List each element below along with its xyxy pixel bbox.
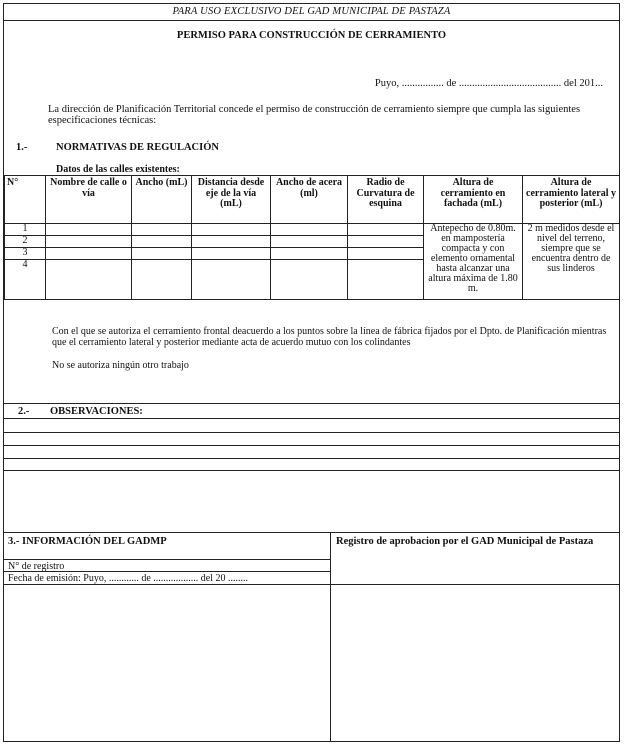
corner-radius-cell[interactable] bbox=[348, 236, 424, 248]
col-header-number: N° bbox=[5, 176, 46, 224]
section1-title: NORMATIVAS DE REGULACIÓN bbox=[56, 142, 219, 153]
col-header-corner-radius: Radio de Curvatura de esquina bbox=[348, 176, 424, 224]
section2-number: 2.- bbox=[18, 406, 30, 417]
issue-date-label: Fecha de emisión: Puyo, ............ de .................. del 20 ........ bbox=[8, 573, 248, 584]
facade-spec-cell: Antepecho de 0.80m. en mampostería compacta y con elemento ornamental hasta alcanzar una altura máxima de 1.80 m. bbox=[424, 224, 523, 300]
observation-line[interactable] bbox=[4, 418, 619, 419]
street-name-cell[interactable] bbox=[46, 236, 132, 248]
street-name-cell[interactable] bbox=[46, 224, 132, 236]
width-cell[interactable] bbox=[132, 248, 192, 260]
table-header-row bbox=[5, 176, 620, 224]
approval-registry-title: Registro de aprobacion por el GAD Municipal de Pastaza bbox=[336, 536, 594, 547]
approval-stamp-area[interactable] bbox=[331, 585, 619, 740]
permit-form bbox=[3, 3, 620, 742]
authorization-note: Con el que se autoriza el cerramiento frontal deacuerdo a los puntos sobre la línea de fábrica fijados por el Dpto. de Planificación mientras que el cerramiento lateral y posterior mediante acta de acuerdo mutuo con los colindantes bbox=[52, 326, 607, 348]
no-other-work-note: No se autoriza ningún otro trabajo bbox=[52, 360, 189, 371]
corner-radius-cell[interactable] bbox=[348, 248, 424, 260]
street-data-table bbox=[4, 175, 620, 300]
registry-top-line bbox=[4, 559, 330, 560]
observation-line[interactable] bbox=[4, 470, 619, 471]
col-header-width: Ancho (mL) bbox=[132, 176, 192, 224]
streets-subtitle: Datos de las calles existentes: bbox=[56, 164, 180, 175]
row-number: 1 bbox=[5, 224, 46, 236]
intro-paragraph: La dirección de Planificación Territorial concede el permiso de construcción de cerramiento siempre que cumpla las siguientes especificaciones técnicas: bbox=[48, 104, 581, 126]
col-header-sidewalk-width: Ancho de acera (ml) bbox=[271, 176, 348, 224]
observation-line[interactable] bbox=[4, 432, 619, 433]
section3-top-border bbox=[4, 532, 619, 533]
street-name-cell[interactable] bbox=[46, 260, 132, 300]
section1-number: 1.- bbox=[16, 142, 28, 153]
width-cell[interactable] bbox=[132, 236, 192, 248]
row-number: 4 bbox=[5, 260, 46, 300]
header-divider bbox=[4, 20, 619, 21]
street-name-cell[interactable] bbox=[46, 248, 132, 260]
col-header-street-name: Nombre de calle o vía bbox=[46, 176, 132, 224]
section2-top-border bbox=[4, 403, 619, 404]
col-header-facade-height: Altura de cerramiento en fachada (mL) bbox=[424, 176, 523, 224]
table-row bbox=[5, 224, 620, 236]
lateral-spec-cell: 2 m medidos desde el nivel del terreno, siempre que se encuentra dentro de sus linderos bbox=[523, 224, 620, 300]
axis-distance-cell[interactable] bbox=[192, 260, 271, 300]
col-header-axis-distance: Distancia desde eje de la vía (mL) bbox=[192, 176, 271, 224]
axis-distance-cell[interactable] bbox=[192, 248, 271, 260]
sidewalk-width-cell[interactable] bbox=[271, 236, 348, 248]
row-number: 3 bbox=[5, 248, 46, 260]
observation-line[interactable] bbox=[4, 458, 619, 459]
sidewalk-width-cell[interactable] bbox=[271, 260, 348, 300]
registry-divider bbox=[4, 571, 330, 572]
axis-distance-cell[interactable] bbox=[192, 224, 271, 236]
place-date-line: Puyo, ................ de ....................................... del 201... bbox=[374, 78, 603, 89]
registry-number-label: N° de registro bbox=[8, 561, 65, 572]
gadmp-stamp-area[interactable] bbox=[4, 585, 330, 740]
form-title: PERMISO PARA CONSTRUCCIÓN DE CERRAMIENTO bbox=[176, 30, 447, 41]
corner-radius-cell[interactable] bbox=[348, 224, 424, 236]
corner-radius-cell[interactable] bbox=[348, 260, 424, 300]
axis-distance-cell[interactable] bbox=[192, 236, 271, 248]
observation-line[interactable] bbox=[4, 445, 619, 446]
row-number: 2 bbox=[5, 236, 46, 248]
col-header-lateral-height: Altura de cerramiento lateral y posterior (mL) bbox=[523, 176, 620, 224]
width-cell[interactable] bbox=[132, 260, 192, 300]
sidewalk-width-cell[interactable] bbox=[271, 248, 348, 260]
exclusive-use-header: PARA USO EXCLUSIVO DEL GAD MUNICIPAL DE PASTAZA bbox=[172, 6, 451, 17]
sidewalk-width-cell[interactable] bbox=[271, 224, 348, 236]
section2-title: OBSERVACIONES: bbox=[50, 406, 143, 417]
width-cell[interactable] bbox=[132, 224, 192, 236]
section3-title: 3.- INFORMACIÓN DEL GADMP bbox=[8, 536, 167, 547]
